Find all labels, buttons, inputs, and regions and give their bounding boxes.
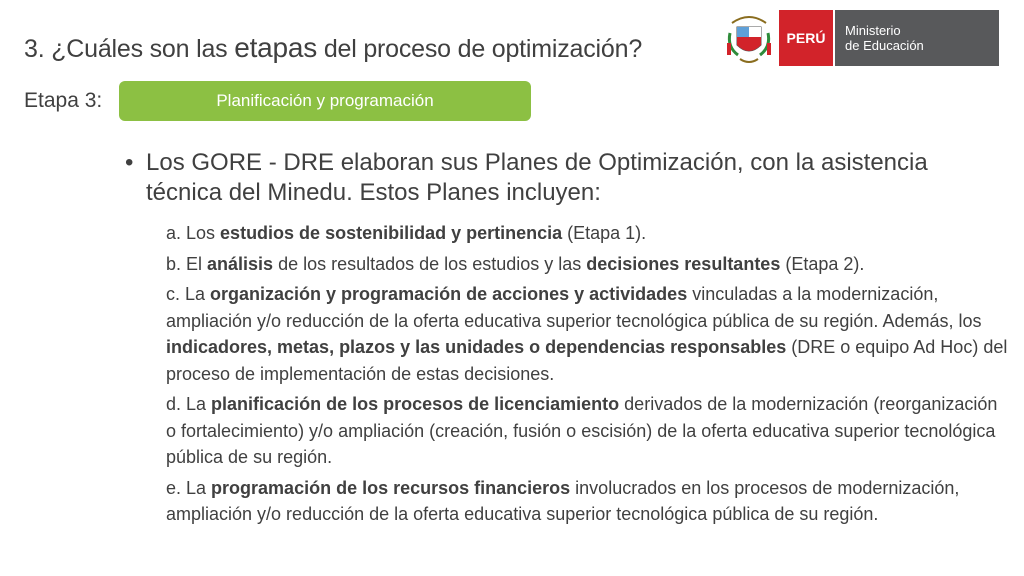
main-bullet (125, 148, 1010, 208)
item-text: b. El (166, 253, 208, 274)
main-bullet-text: Los GORE - DRE elaboran sus Planes de Optimización, con la asistencia técnica del Minedu. Estos Planes incluyen: (146, 149, 928, 206)
item-text: a. Los (166, 223, 221, 243)
ministry-logo (724, 9, 1002, 67)
list-item (166, 220, 1011, 247)
title-pre: 3. ¿Cuáles son las (24, 35, 235, 63)
stage-label: Etapa 3: (24, 89, 103, 112)
list-item (166, 391, 1011, 471)
coat-of-arms-icon (724, 9, 774, 67)
list-item (166, 281, 1011, 387)
item-text: derivados de la modernización (reorganización o fortalecimiento) y/o ampliación (creación, fusión o escisión) de la oferta educativa superior tecnológica pública de su región. (166, 394, 998, 467)
item-text: e. La (166, 477, 212, 498)
item-text: (Etapa 2). (780, 253, 865, 274)
bullet-dot-icon: • (125, 149, 134, 176)
item-emphasis: indicadores, metas, plazos y las unidades o dependencias responsables (166, 337, 787, 357)
plan-items-list (166, 220, 1011, 532)
ministry-label (835, 10, 999, 66)
item-emphasis: organización y programación de acciones y actividades (210, 284, 688, 304)
item-text: (DRE o equipo Ad Hoc) del proceso de implementación de estas decisiones. (166, 337, 1008, 384)
item-emphasis: programación de los recursos financieros (211, 477, 571, 498)
item-text: c. La (166, 284, 211, 304)
list-item (166, 251, 1011, 278)
item-text: de los resultados de los estudios y las (273, 253, 587, 274)
item-emphasis: análisis (207, 253, 274, 274)
item-text: vinculadas a la modernización, ampliación y/o reducción de la oferta educativa superior tecnológica pública de su región. Además, los (166, 284, 982, 331)
list-item (166, 475, 1011, 528)
item-text: (Etapa 1). (562, 223, 647, 243)
slide-title (24, 32, 642, 64)
title-post: del proceso de optimización? (317, 35, 643, 63)
item-emphasis: estudios de sostenibilidad y pertinencia (220, 223, 563, 243)
ministry-line-2: de Educación (845, 38, 924, 53)
peru-label: PERÚ (779, 10, 833, 66)
item-emphasis: planificación de los procesos de licenciamiento (211, 394, 620, 414)
stage-name-badge: Planificación y programación (119, 81, 531, 121)
item-text: d. La (166, 394, 212, 414)
item-text: involucrados en los procesos de modernización, ampliación y/o reducción de la oferta educativa superior tecnológica pública de su región. (166, 477, 960, 524)
title-emphasis: etapas (234, 32, 318, 63)
item-emphasis: decisiones resultantes (586, 253, 781, 274)
ministry-line-1: Ministerio (845, 23, 901, 38)
